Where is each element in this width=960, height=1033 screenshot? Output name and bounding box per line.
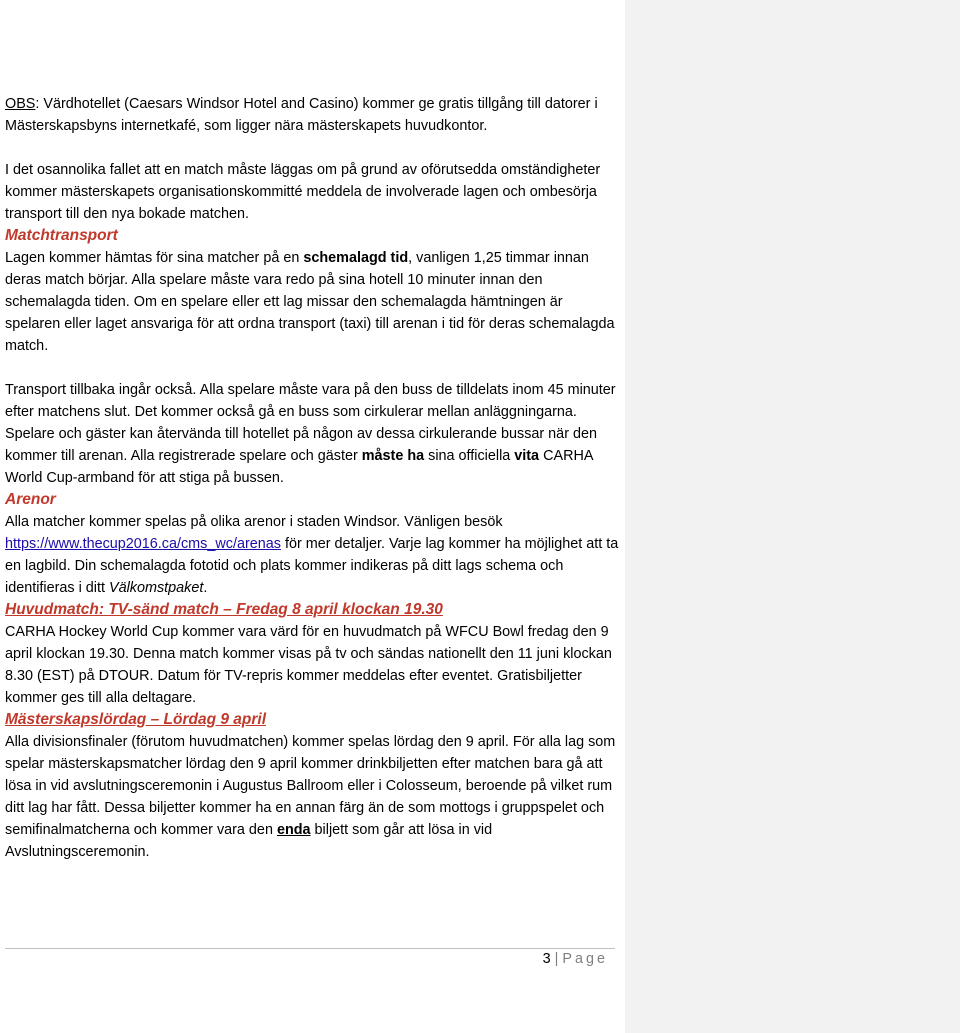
text-run: , vanligen 1,25 timmar innan deras match börjar. Alla spelare måste vara redo på sina hotell 10 minuter innan den schemalagda tiden. Om en spelare eller ett lag missar den schemalagda hämtningen är spelaren eller laget ansvariga för att ordna transport (taxi) till arenan i tid för deras schemalagda match. xyxy=(5,250,615,354)
matchtransport-paragraph-2 xyxy=(5,379,620,489)
reschedule-paragraph: I det osannolika fallet att en match måste läggas om på grund av oförutsedda omständigheter kommer mästerskapets organisationskommitté meddela de involverade lagen och ombesörja transport till den nya bokade matchen. xyxy=(5,162,601,222)
text-run: CARHA World Cup-armband för att stiga på bussen. xyxy=(5,448,593,486)
text-run: sina officiella xyxy=(424,448,515,464)
obs-label: OBS xyxy=(5,96,36,112)
page-label: Page xyxy=(562,951,608,967)
text-run: för mer detaljer. Varje lag kommer ha möjlighet att ta en lagbild. Din schemalagda fototid och plats kommer indikeras på ditt lags schema och identifieras i ditt xyxy=(5,536,619,596)
italic-run: Välkomstpaket xyxy=(108,580,204,596)
bold-run: måste ha xyxy=(361,448,425,464)
page-footer xyxy=(308,948,608,970)
heading-matchtransport: Matchtransport xyxy=(5,227,118,244)
heading-masterskapslordag: Mästerskapslördag – Lördag 9 april xyxy=(5,711,267,728)
comment-pane xyxy=(625,0,960,1033)
bold-underline-run: enda xyxy=(276,822,311,838)
bold-run: vita xyxy=(514,448,540,464)
matchtransport-paragraph-1 xyxy=(5,247,620,357)
obs-paragraph xyxy=(5,93,620,137)
page-number: 3 xyxy=(542,951,551,967)
text-run: . xyxy=(203,580,208,596)
text-run: biljett som går att lösa in vid Avslutningsceremonin. xyxy=(5,822,493,860)
huvudmatch-paragraph: CARHA Hockey World Cup kommer vara värd för en huvudmatch på WFCU Bowl fredag den 9 april klockan 19.30. Denna match kommer visas på tv och sändas nationellt den 11 juni klockan 8.30 (EST) på DTOUR. Datum för TV-repris kommer meddelas efter eventet. Gratisbiljetter kommer ges till alla deltagare. xyxy=(5,624,612,706)
text-run: Transport tillbaka ingår också. Alla spelare måste vara på den buss de tilldelats inom 45 minuter efter matchens slut. Det kommer också gå en buss som cirkulerar mellan anläggningarna. Spelare och gäster kan återvända till hotellet på någon av dessa cirkulerande bussar när den kommer till arenan. Alla registrerade spelare och gäster xyxy=(5,382,616,464)
text-run: Alla matcher kommer spelas på olika arenor i staden Windsor. Vänligen besök xyxy=(5,514,503,530)
heading-arenor: Arenor xyxy=(5,491,56,508)
text-run: Alla divisionsfinaler (förutom huvudmatchen) kommer spelas lördag den 9 april. För alla lag som spelar mästerskapsmatcher lördag den 9 april kommer drinkbiljetten efter matchen bara gå att lösa in vid avslutningsceremonin i Augustus Ballroom eller i Colosseum, beroende på vilket rum ditt lag har fått. Dessa biljetter kommer ha en annan färg än de som mottogs i gruppspelet och semifinalmatcherna och kommer vara den xyxy=(5,734,616,838)
page-content xyxy=(5,93,620,863)
obs-text: : Värdhotellet (Caesars Windsor Hotel and Casino) kommer ge gratis tillgång till datorer i Mästerskapsbyns internetkafé, som ligger nära mästerskapets huvudkontor. xyxy=(5,96,598,134)
text-run: Lagen kommer hämtas för sina matcher på en xyxy=(5,250,304,266)
lordag-paragraph xyxy=(5,731,620,863)
footer-separator: | xyxy=(554,951,559,967)
heading-huvudmatch: Huvudmatch: TV-sänd match – Fredag 8 april klockan 19.30 xyxy=(5,601,443,618)
arenor-paragraph xyxy=(5,511,620,599)
bold-run: schemalagd tid xyxy=(303,250,409,266)
arenas-link[interactable]: https://www.thecup2016.ca/cms_wc/arenas xyxy=(5,536,281,552)
